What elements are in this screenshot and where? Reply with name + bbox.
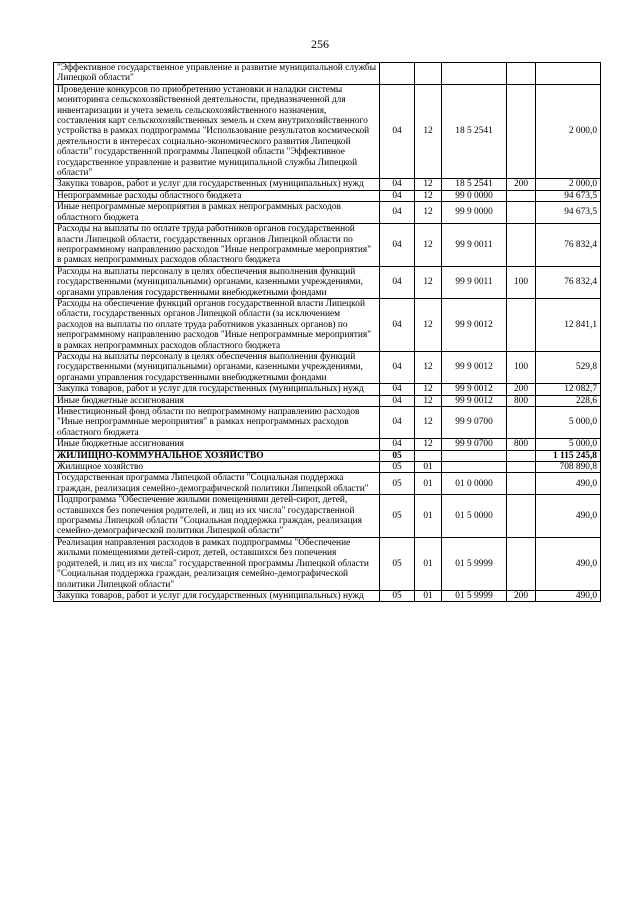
table-row xyxy=(54,407,601,439)
table-row xyxy=(54,298,601,351)
cell-name: Реализация направления расходов в рамках подпрограммы "Обеспечение жилыми помещениями детей-сирот, детей, оставшихся без попечения родителей, и лиц из их числа" государственной программы Липецкой области "Социальная поддержка граждан, реализация семейно-демографической политики Липецкой области" xyxy=(54,537,380,590)
table-row xyxy=(54,351,601,383)
cell-name: Инвестиционный фонд области по непрограммному направлению расходов "Иные непрограммные мероприятия" в рамках непрограммных расходов областного бюджета xyxy=(54,407,380,439)
cell-expense-type xyxy=(507,473,536,495)
cell-section: 04 xyxy=(380,384,415,395)
cell-target-article: 99 9 0700 xyxy=(442,407,507,439)
cell-target-article: 99 9 0012 xyxy=(442,384,507,395)
cell-subsection: 12 xyxy=(415,351,442,383)
cell-subsection xyxy=(415,450,442,461)
cell-name: Жилищное хозяйство xyxy=(54,462,380,473)
table-row xyxy=(54,63,601,85)
cell-target-article: 99 9 0012 xyxy=(442,298,507,351)
cell-name: ЖИЛИЩНО-КОММУНАЛЬНОЕ ХОЗЯЙСТВО xyxy=(54,450,380,461)
cell-expense-type: 200 xyxy=(507,384,536,395)
cell-name: Проведение конкурсов по приобретению установки и наладки системы мониторинга сельскохозяйственной деятельности, предназначенной для инвентаризации и учета земель сельскохозяйственного назначения, составления карт сельскохозяйственных земель и схем внутрихозяйственного устройства в рамках подпрограммы "Использование результатов космической деятельности в интересах социально-экономического развития Липецкой области" государственной программы Липецкой области "Эффективное государственное управление и развитие муниципальной службы Липецкой области" xyxy=(54,84,380,179)
cell-target-article: 01 5 9999 xyxy=(442,590,507,601)
cell-target-article: 99 0 0000 xyxy=(442,190,507,201)
table-row xyxy=(54,473,601,495)
cell-amount: 2 000,0 xyxy=(536,84,601,179)
cell-section: 04 xyxy=(380,84,415,179)
cell-section: 04 xyxy=(380,179,415,190)
table-row xyxy=(54,590,601,601)
cell-name: Расходы на обеспечение функций органов государственной власти Липецкой области, государственных органов Липецкой области (за исключением расходов на выплаты по оплате труда работников указанных органов) по непрограммному направлению расходов "Иные непрограммные мероприятия" в рамках непрограммных расходов областного бюджета xyxy=(54,298,380,351)
cell-section: 05 xyxy=(380,590,415,601)
cell-section: 05 xyxy=(380,495,415,538)
cell-amount: 76 832,4 xyxy=(536,224,601,267)
cell-section: 04 xyxy=(380,202,415,224)
cell-amount xyxy=(536,63,601,85)
cell-name: Закупка товаров, работ и услуг для государственных (муниципальных) нужд xyxy=(54,590,380,601)
cell-amount: 708 890,8 xyxy=(536,462,601,473)
cell-subsection: 12 xyxy=(415,202,442,224)
cell-name: Расходы на выплаты по оплате труда работников органов государственной власти Липецкой области, государственных органов Липецкой области по непрограммному направлению расходов "Иные непрограммные мероприятия" в рамках непрограммных расходов областного бюджета xyxy=(54,224,380,267)
cell-name: Закупка товаров, работ и услуг для государственных (муниципальных) нужд xyxy=(54,384,380,395)
table-row xyxy=(54,179,601,190)
cell-subsection: 01 xyxy=(415,537,442,590)
cell-target-article: 99 9 0000 xyxy=(442,202,507,224)
cell-section: 04 xyxy=(380,190,415,201)
cell-name: Закупка товаров, работ и услуг для государственных (муниципальных) нужд xyxy=(54,179,380,190)
cell-expense-type xyxy=(507,63,536,85)
cell-expense-type: 800 xyxy=(507,439,536,450)
cell-subsection: 12 xyxy=(415,298,442,351)
cell-section: 04 xyxy=(380,266,415,298)
cell-expense-type xyxy=(507,407,536,439)
cell-section: 04 xyxy=(380,298,415,351)
cell-expense-type xyxy=(507,202,536,224)
cell-amount: 490,0 xyxy=(536,537,601,590)
cell-subsection: 12 xyxy=(415,439,442,450)
table-row xyxy=(54,224,601,267)
cell-name: Государственная программа Липецкой области "Социальная поддержка граждан, реализация семейно-демографической политики Липецкой области" xyxy=(54,473,380,495)
table-row xyxy=(54,190,601,201)
cell-expense-type: 800 xyxy=(507,395,536,406)
table-row xyxy=(54,462,601,473)
cell-section: 05 xyxy=(380,450,415,461)
cell-target-article xyxy=(442,63,507,85)
cell-section: 05 xyxy=(380,473,415,495)
cell-section: 04 xyxy=(380,224,415,267)
cell-amount: 12 841,1 xyxy=(536,298,601,351)
cell-name: Непрограммные расходы областного бюджета xyxy=(54,190,380,201)
cell-expense-type: 100 xyxy=(507,266,536,298)
table-row xyxy=(54,202,601,224)
cell-amount: 490,0 xyxy=(536,473,601,495)
cell-section: 04 xyxy=(380,351,415,383)
table-row xyxy=(54,266,601,298)
cell-subsection: 01 xyxy=(415,590,442,601)
table-row xyxy=(54,384,601,395)
cell-name: Расходы на выплаты персоналу в целях обеспечения выполнения функций государственными (муниципальными) органами, казенными учреждениями, органами управления государственными внебюджетными фондами xyxy=(54,266,380,298)
cell-expense-type xyxy=(507,450,536,461)
cell-target-article: 18 5 2541 xyxy=(442,84,507,179)
cell-subsection xyxy=(415,63,442,85)
cell-target-article: 99 9 0011 xyxy=(442,266,507,298)
cell-section: 04 xyxy=(380,407,415,439)
cell-subsection: 12 xyxy=(415,395,442,406)
page-number: 256 xyxy=(311,37,329,51)
cell-amount: 5 000,0 xyxy=(536,439,601,450)
cell-amount: 228,6 xyxy=(536,395,601,406)
cell-target-article: 01 5 9999 xyxy=(442,537,507,590)
cell-section: 05 xyxy=(380,462,415,473)
cell-expense-type: 100 xyxy=(507,351,536,383)
cell-section: 05 xyxy=(380,537,415,590)
table-row xyxy=(54,537,601,590)
cell-amount: 94 673,5 xyxy=(536,190,601,201)
cell-amount: 490,0 xyxy=(536,590,601,601)
cell-amount: 5 000,0 xyxy=(536,407,601,439)
cell-target-article: 01 0 0000 xyxy=(442,473,507,495)
cell-amount: 2 000,0 xyxy=(536,179,601,190)
cell-subsection: 01 xyxy=(415,462,442,473)
cell-subsection: 12 xyxy=(415,224,442,267)
budget-table xyxy=(53,62,601,602)
cell-name: Иные бюджетные ассигнования xyxy=(54,439,380,450)
cell-target-article: 99 9 0012 xyxy=(442,351,507,383)
cell-subsection: 12 xyxy=(415,179,442,190)
cell-target-article xyxy=(442,450,507,461)
cell-section xyxy=(380,63,415,85)
cell-target-article: 18 5 2541 xyxy=(442,179,507,190)
cell-expense-type xyxy=(507,495,536,538)
cell-target-article: 99 9 0012 xyxy=(442,395,507,406)
cell-name: Расходы на выплаты персоналу в целях обеспечения выполнения функций государственными (муниципальными) органами, казенными учреждениями, органами управления государственными внебюджетными фондами xyxy=(54,351,380,383)
cell-target-article: 99 9 0700 xyxy=(442,439,507,450)
cell-target-article xyxy=(442,462,507,473)
cell-expense-type xyxy=(507,224,536,267)
cell-subsection: 12 xyxy=(415,84,442,179)
cell-subsection: 12 xyxy=(415,407,442,439)
table-row xyxy=(54,84,601,179)
cell-expense-type: 200 xyxy=(507,590,536,601)
cell-subsection: 12 xyxy=(415,266,442,298)
cell-expense-type: 200 xyxy=(507,179,536,190)
cell-amount: 490,0 xyxy=(536,495,601,538)
cell-subsection: 12 xyxy=(415,384,442,395)
cell-expense-type xyxy=(507,84,536,179)
cell-amount: 1 115 245,8 xyxy=(536,450,601,461)
cell-section: 04 xyxy=(380,395,415,406)
cell-name: Иные непрограммные мероприятия в рамках непрограммных расходов областного бюджета xyxy=(54,202,380,224)
cell-expense-type xyxy=(507,190,536,201)
cell-section: 04 xyxy=(380,439,415,450)
table-row xyxy=(54,495,601,538)
cell-name: Иные бюджетные ассигнования xyxy=(54,395,380,406)
cell-target-article: 01 5 0000 xyxy=(442,495,507,538)
cell-subsection: 12 xyxy=(415,190,442,201)
cell-amount: 529,8 xyxy=(536,351,601,383)
cell-expense-type xyxy=(507,537,536,590)
cell-expense-type xyxy=(507,298,536,351)
cell-subsection: 01 xyxy=(415,473,442,495)
table-row xyxy=(54,395,601,406)
cell-name: "Эффективное государственное управление и развитие муниципальной службы Липецкой области" xyxy=(54,63,380,85)
cell-target-article: 99 9 0011 xyxy=(442,224,507,267)
table-row xyxy=(54,439,601,450)
cell-subsection: 01 xyxy=(415,495,442,538)
cell-amount: 76 832,4 xyxy=(536,266,601,298)
cell-expense-type xyxy=(507,462,536,473)
cell-amount: 12 082,7 xyxy=(536,384,601,395)
cell-amount: 94 673,5 xyxy=(536,202,601,224)
cell-name: Подпрограмма "Обеспечение жилыми помещениями детей-сирот, детей, оставшихся без попечения родителей, и лиц из их числа" государственной программы Липецкой области "Социальная поддержка граждан, реализация семейно-демографической политики Липецкой области" xyxy=(54,495,380,538)
table-row xyxy=(54,450,601,461)
